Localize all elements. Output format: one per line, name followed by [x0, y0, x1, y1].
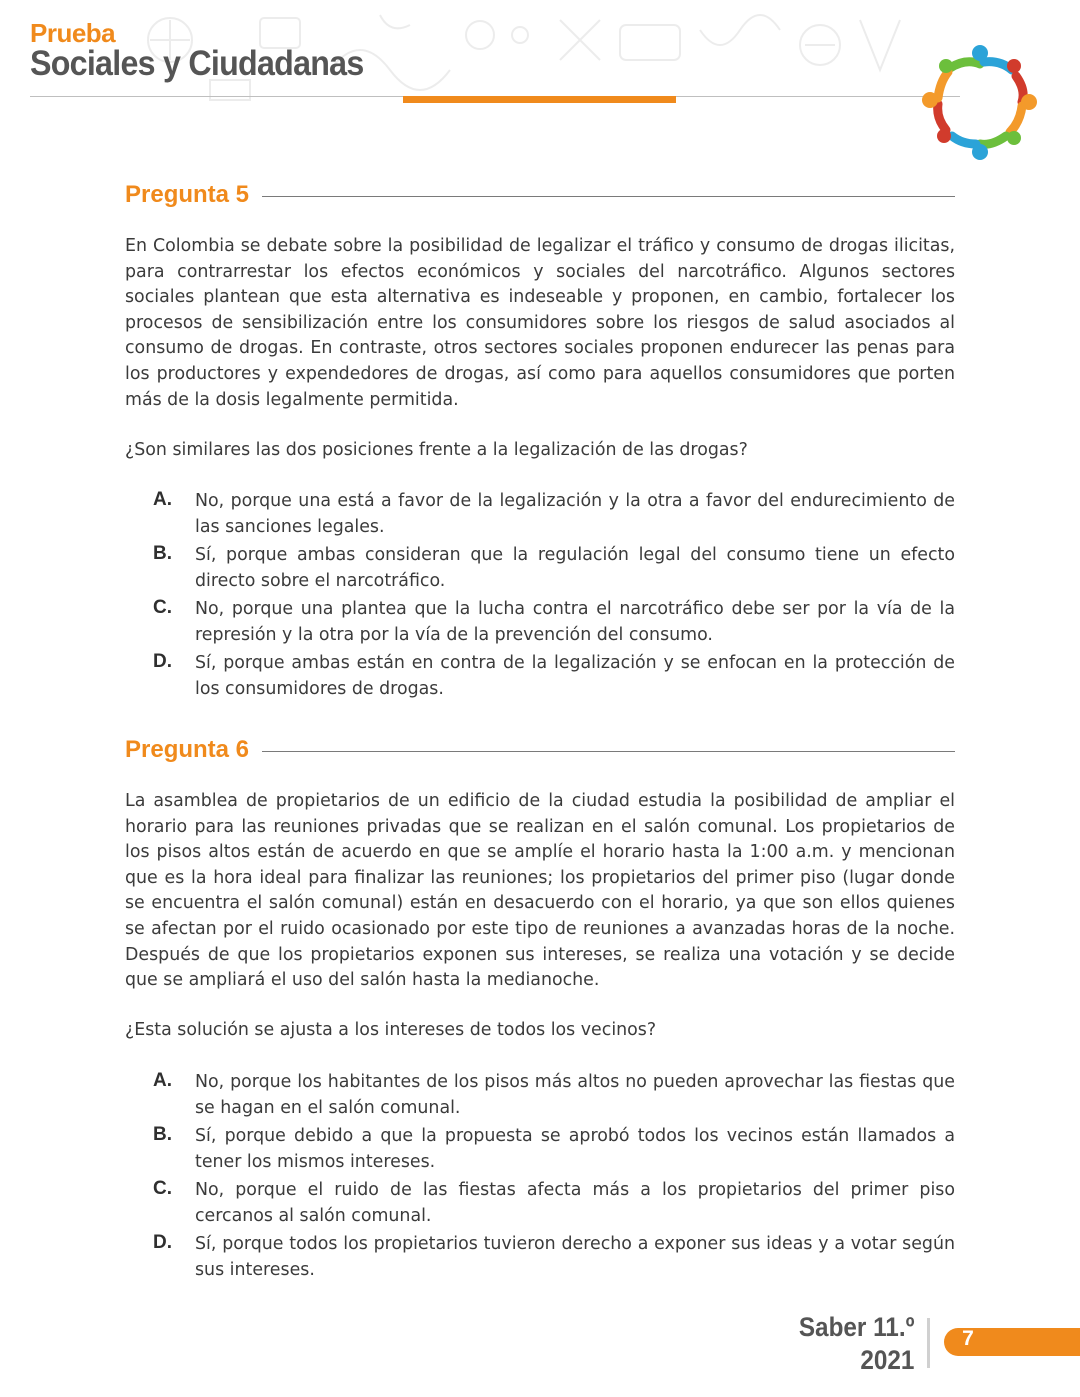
page-header	[0, 0, 1080, 170]
question-5-heading	[125, 181, 955, 211]
footer-line-2: 2021	[859, 1345, 914, 1375]
heading-rule	[262, 751, 955, 752]
option-letter: A.	[153, 489, 172, 510]
option-text: No, porque una está a favor de la legalización y la otra a favor del endurecimiento de las sanciones legales.	[195, 491, 955, 537]
people-circle-logo-icon	[918, 40, 1042, 164]
option-text: Sí, porque ambas consideran que la regulación legal del consumo tiene un efecto directo sobre el narcotráfico.	[195, 545, 955, 591]
question-6-heading	[125, 736, 955, 766]
header-kicker: Prueba	[30, 18, 116, 48]
footer-divider	[927, 1318, 930, 1368]
option-text: No, porque el ruido de las fiestas afecta más a los propietarios del primer piso cercanos al salón comunal.	[195, 1180, 955, 1226]
option-text: No, porque una plantea que la lucha contra el narcotráfico debe ser por la vía de la represión y la otra por la vía de la prevención del consumo.	[195, 599, 955, 645]
footer-line-1: Saber 11.º	[798, 1312, 914, 1342]
question-5-label: Pregunta 5	[125, 181, 250, 208]
option-letter: C.	[153, 1178, 172, 1199]
option-letter: C.	[153, 597, 172, 618]
footer-title	[798, 1311, 914, 1377]
option-letter: A.	[153, 1070, 172, 1091]
header-accent-bar	[403, 96, 676, 103]
question-6-label: Pregunta 6	[125, 736, 250, 763]
page-number: 7	[962, 1327, 974, 1350]
option-letter: D.	[153, 651, 172, 672]
question-6-prompt: ¿Esta solución se ajusta a los intereses de todos los vecinos?	[125, 1020, 657, 1040]
question-5-paragraph: En Colombia se debate sobre la posibilidad de legalizar el tráfico y consumo de drogas ilicitas, para contrarrestar los efectos económicos y sociales del narcotráfico. Algunos sectores sociales plantean que esta alternativa es indeseable y proponen, en cambio, fortalecer los procesos de sensibilización entre los consumidores sobre los riesgos de salud asociados al consumo de drogas. En contraste, otros sectores sociales proponen endurecer las penas para los productores y expendedores de drogas, así como para aquellos consumidores que porten más de la dosis legalmente permitida.	[125, 236, 955, 410]
option-letter: D.	[153, 1232, 172, 1253]
page-title: Sociales y Ciudadanas	[30, 44, 364, 83]
question-5-prompt: ¿Son similares las dos posiciones frente a la legalización de las drogas?	[125, 440, 748, 460]
heading-rule	[262, 196, 955, 197]
option-letter: B.	[153, 543, 172, 564]
option-text: Sí, porque todos los propietarios tuvieron derecho a exponer sus ideas y a votar según sus intereses.	[195, 1234, 955, 1280]
option-text: Sí, porque debido a que la propuesta se aprobó todos los vecinos están llamados a tener los mismos intereses.	[195, 1126, 955, 1172]
question-6-paragraph: La asamblea de propietarios de un edificio de la ciudad estudia la posibilidad de ampliar el horario para las reuniones privadas que se realizan en el salón comunal. Los propietarios de los pisos altos están de acuerdo en que se amplíe el horario hasta la 1:00 a.m. y mencionan que es la hora ideal para finalizar las reuniones; los propietarios del primer piso (lugar donde se encuentra el salón comunal) están en desacuerdo con el horario, ya que son ellos quienes se afectan por el ruido ocasionado por este tipo de reuniones a avanzadas horas de la noche. Después de que los propietarios exponen sus intereses, se realiza una votación y se decide que se ampliará el uso del salón hasta la medianoche.	[125, 791, 955, 991]
option-text: No, porque los habitantes de los pisos más altos no pueden aprovechar las fiestas que se hagan en el salón comunal.	[195, 1072, 955, 1118]
option-letter: B.	[153, 1124, 172, 1145]
option-text: Sí, porque ambas están en contra de la legalización y se enfocan en la protección de los consumidores de drogas.	[195, 653, 955, 699]
